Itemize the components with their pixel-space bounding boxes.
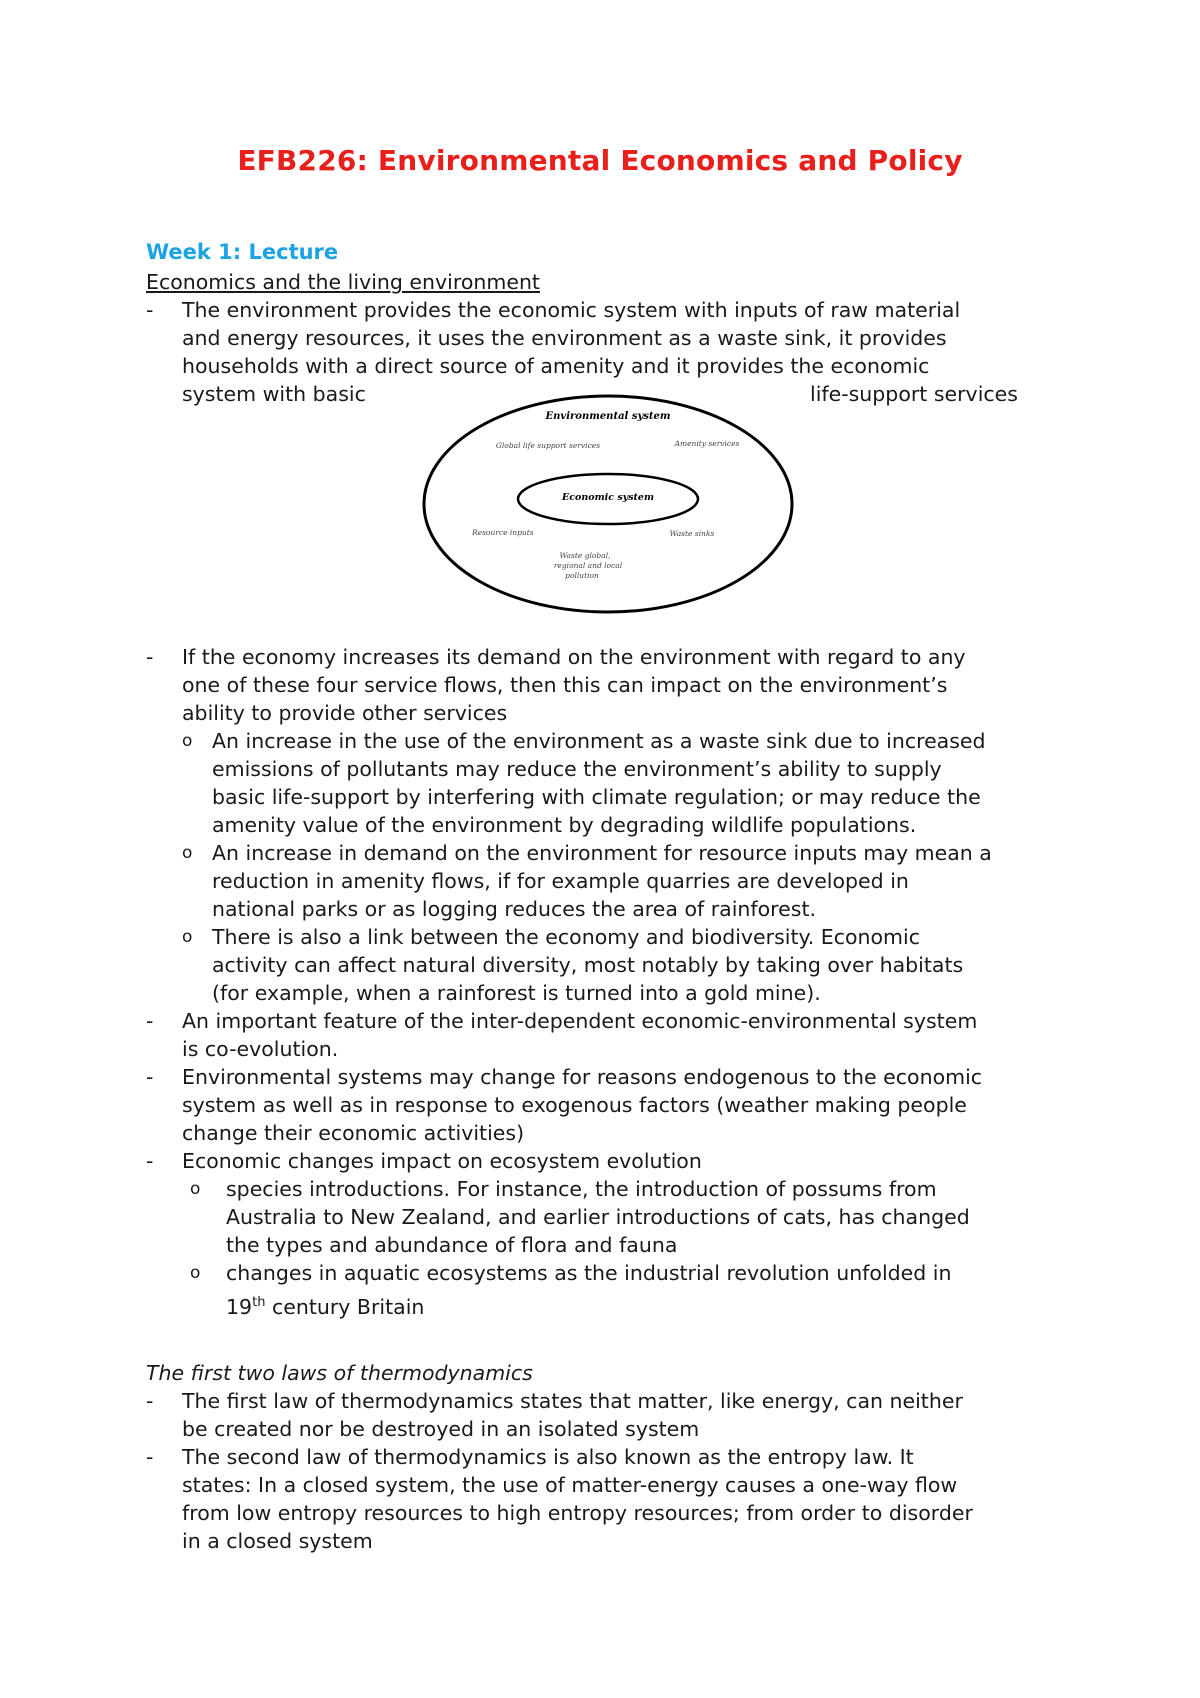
week-heading: Week 1: Lecture — [146, 240, 339, 264]
sub2-line2: reduction in amenity flows, if for example quarries are developed in — [212, 869, 909, 893]
label-amenity: Amenity services — [674, 439, 740, 448]
bullet2-line3: ability to provide other services — [182, 701, 508, 725]
sub3-line2: activity can affect natural diversity, most notably by taking over habitats — [212, 953, 964, 977]
label-bottom-3: pollution — [565, 571, 599, 580]
thermo-b1-line1: The first law of thermodynamics states that matter, like energy, can neither — [182, 1389, 963, 1413]
bullet1-line3: households with a direct source of amenity and it provides the economic — [182, 354, 930, 378]
sub-bullet-marker: o — [182, 731, 193, 751]
b5-sub1-line2: Australia to New Zealand, and earlier introductions of cats, has changed — [226, 1205, 970, 1229]
b5-sub2-line1: changes in aquatic ecosystems as the industrial revolution unfolded in — [226, 1261, 952, 1285]
bullet4-line3: change their economic activities) — [182, 1121, 525, 1145]
bullet1-line4-right: life-support services — [810, 382, 1018, 406]
bullet3-line2: is co-evolution. — [182, 1037, 339, 1061]
inner-label: Economic system — [561, 492, 655, 503]
section-heading-living-environment: Economics and the living environment — [146, 270, 540, 294]
dash-marker: - — [146, 1149, 154, 1173]
thermo-b2-line4: in a closed system — [182, 1529, 373, 1553]
thermo-b2-line3: from low entropy resources to high entropy resources; from order to disorder — [182, 1501, 973, 1525]
dash-marker: - — [146, 645, 154, 669]
bullet2-line2: one of these four service flows, then this can impact on the environment’s — [182, 673, 948, 697]
dash-marker: - — [146, 1009, 154, 1033]
century-rest: century Britain — [265, 1294, 425, 1319]
bullet5-line1: Economic changes impact on ecosystem evolution — [182, 1149, 702, 1173]
sub-bullet-marker: o — [182, 843, 193, 863]
sub1-line4: amenity value of the environment by degrading wildlife populations. — [212, 813, 917, 837]
bullet4-line2: system as well as in response to exogenous factors (weather making people — [182, 1093, 967, 1117]
century-suffix: th — [252, 1295, 266, 1310]
dash-marker: - — [146, 1445, 154, 1469]
bullet1-line4-left: system with basic — [182, 382, 366, 406]
bullet3-line1: An important feature of the inter-dependent economic-environmental system — [182, 1009, 978, 1033]
label-bottom-1: Waste global, — [559, 551, 611, 560]
sub1-line2: emissions of pollutants may reduce the environment’s ability to supply — [212, 757, 942, 781]
sub-bullet-marker: o — [190, 1263, 201, 1283]
bullet4-line1: Environmental systems may change for reasons endogenous to the economic — [182, 1065, 983, 1089]
sub2-line1: An increase in demand on the environment for resource inputs may mean a — [212, 841, 992, 865]
label-resource: Resource inputs — [472, 528, 534, 537]
b5-sub1-line3: the types and abundance of flora and fauna — [226, 1233, 678, 1257]
dash-marker: - — [146, 1389, 154, 1413]
bullet1-line2: and energy resources, it uses the environment as a waste sink, it provides — [182, 326, 947, 350]
bullet2-line1: If the economy increases its demand on the environment with regard to any — [182, 645, 966, 669]
sub3-line3: (for example, when a rainforest is turned into a gold mine). — [212, 981, 821, 1005]
b5-sub2-line2 — [226, 1289, 424, 1321]
document-title: EFB226: Environmental Economics and Policy — [237, 144, 963, 177]
sub3-line1: There is also a link between the economy and biodiversity. Economic — [212, 925, 920, 949]
bullet1-line1: The environment provides the economic system with inputs of raw material — [182, 298, 961, 322]
label-life-support: Global life support services — [495, 441, 601, 450]
sub1-line3: basic life-support by interfering with climate regulation; or may reduce the — [212, 785, 981, 809]
label-waste: Waste sinks — [669, 529, 715, 538]
environment-economy-diagram — [420, 392, 796, 616]
thermo-b2-line1: The second law of thermodynamics is also known as the entropy law. It — [182, 1445, 914, 1469]
sub2-line3: national parks or as logging reduces the area of rainforest. — [212, 897, 816, 921]
century-number: 19 — [226, 1294, 253, 1319]
environmental-system-ellipse — [424, 396, 792, 612]
b5-sub1-line1: species introductions. For instance, the introduction of possums from — [226, 1177, 937, 1201]
thermo-b1-line2: be created nor be destroyed in an isolated system — [182, 1417, 700, 1441]
sub-bullet-marker: o — [190, 1179, 201, 1199]
label-bottom-2: regional and local — [553, 561, 623, 570]
dash-marker: - — [146, 298, 154, 322]
dash-marker: - — [146, 1065, 154, 1089]
outer-label: Environmental system — [545, 411, 671, 422]
sub1-line1: An increase in the use of the environment as a waste sink due to increased — [212, 729, 986, 753]
section-heading-thermodynamics: The first two laws of thermodynamics — [146, 1361, 533, 1385]
thermo-b2-line2: states: In a closed system, the use of matter-energy causes a one-way flow — [182, 1473, 958, 1497]
sub-bullet-marker: o — [182, 927, 193, 947]
